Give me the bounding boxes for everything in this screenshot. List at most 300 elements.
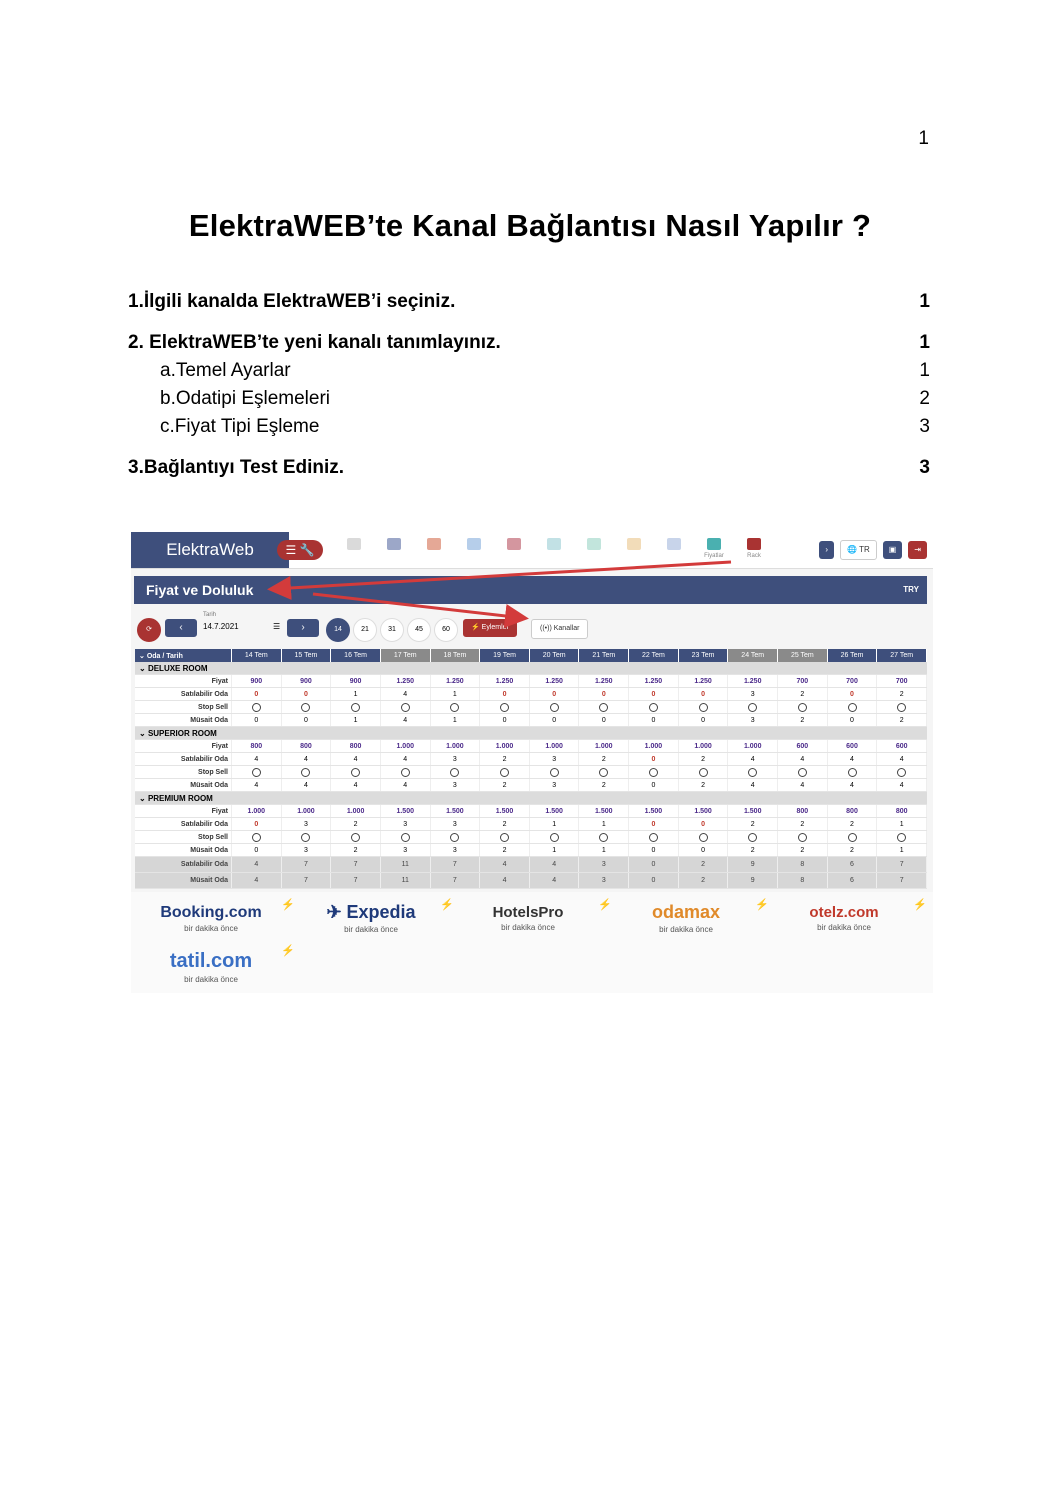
price-cell[interactable]: 1.000 [728,740,778,753]
sellable-cell[interactable]: 0 [281,688,331,701]
available-cell[interactable]: 0 [629,844,679,857]
date-column-header[interactable]: 17 Tem [380,649,430,662]
price-cell[interactable]: 800 [827,805,877,818]
total-cell: 0 [629,873,679,889]
prices-icon[interactable] [701,538,727,564]
stop-sell-radio[interactable] [450,768,459,777]
sellable-cell[interactable]: 0 [678,688,728,701]
stop-sell-cell[interactable] [529,701,579,714]
stop-sell-cell[interactable] [579,831,629,844]
channel-otelz[interactable] [784,904,904,932]
price-cell[interactable]: 1.000 [430,740,480,753]
stop-sell-radio[interactable] [848,833,857,842]
chevron-down-icon[interactable]: ⌄ [139,728,148,738]
channel-odamax[interactable] [626,902,746,934]
row-label: Satılabilir Oda [135,688,232,701]
toc-entry[interactable] [128,385,930,413]
sellable-cell[interactable]: 0 [678,818,728,831]
date-input[interactable]: 14.7.2021 [203,622,239,631]
available-cell[interactable]: 3 [728,714,778,727]
nav-module-icon[interactable] [621,538,647,564]
stop-sell-cell[interactable] [579,701,629,714]
available-cell[interactable]: 4 [232,779,282,792]
total-cell: 2 [678,873,728,889]
stop-sell-radio[interactable] [252,833,261,842]
stop-sell-radio[interactable] [798,703,807,712]
stop-sell-radio[interactable] [550,703,559,712]
stop-sell-radio[interactable] [649,768,658,777]
sellable-cell[interactable]: 1 [877,818,927,831]
stop-sell-radio[interactable] [500,768,509,777]
stop-sell-radio[interactable] [252,703,261,712]
available-cell[interactable]: 0 [232,714,282,727]
stop-sell-cell[interactable] [728,831,778,844]
available-cell[interactable]: 0 [827,714,877,727]
stop-sell-cell[interactable] [827,766,877,779]
available-cell[interactable]: 2 [778,714,828,727]
available-cell[interactable]: 3 [380,844,430,857]
stop-sell-radio[interactable] [550,768,559,777]
price-cell[interactable]: 800 [232,740,282,753]
stop-sell-radio[interactable] [848,703,857,712]
toc-entry[interactable] [128,357,930,385]
total-cell: 3 [579,857,629,873]
stop-sell-radio[interactable] [798,768,807,777]
stop-sell-cell[interactable] [480,766,530,779]
stop-sell-cell[interactable] [629,766,679,779]
sellable-cell[interactable]: 3 [430,818,480,831]
available-cell[interactable]: 4 [281,779,331,792]
available-cell[interactable]: 4 [877,779,927,792]
toc-entry-page: 2 [919,388,930,409]
screen-icon[interactable]: ▣ [883,541,903,559]
total-cell: 7 [877,873,927,889]
room-row[interactable] [135,662,927,675]
sellable-cell[interactable]: 4 [827,753,877,766]
available-cell[interactable]: 2 [728,844,778,857]
sellable-cell[interactable]: 0 [629,818,679,831]
stop-sell-cell[interactable] [728,766,778,779]
available-cell[interactable]: 1 [331,714,381,727]
stop-sell-radio[interactable] [748,833,757,842]
sellable-cell[interactable]: 4 [877,753,927,766]
price-cell[interactable]: 600 [827,740,877,753]
price-cell[interactable]: 1.250 [728,675,778,688]
toc-entry[interactable] [128,288,930,316]
channel-list [131,892,933,993]
price-cell[interactable]: 600 [778,740,828,753]
sellable-cell[interactable]: 0 [480,688,530,701]
stop-sell-radio[interactable] [301,768,310,777]
stop-sell-cell[interactable] [877,701,927,714]
data-row [135,818,927,831]
available-cell[interactable]: 1 [579,844,629,857]
stop-sell-cell[interactable] [430,831,480,844]
available-cell[interactable]: 2 [480,779,530,792]
days-option[interactable]: 60 [434,618,458,642]
nav-module-icon[interactable] [541,538,567,564]
available-cell[interactable]: 0 [232,844,282,857]
sellable-cell[interactable]: 3 [380,818,430,831]
stop-sell-cell[interactable] [778,766,828,779]
stop-sell-cell[interactable] [430,701,480,714]
date-column-header[interactable]: 15 Tem [281,649,331,662]
nav-module-icon[interactable] [661,538,687,564]
stop-sell-radio[interactable] [450,703,459,712]
sellable-cell[interactable]: 2 [579,753,629,766]
price-cell[interactable]: 1.250 [430,675,480,688]
price-cell[interactable]: 1.000 [678,740,728,753]
available-cell[interactable]: 4 [778,779,828,792]
stop-sell-cell[interactable] [529,831,579,844]
stop-sell-cell[interactable] [877,831,927,844]
date-column-header[interactable]: 14 Tem [232,649,282,662]
sellable-cell[interactable]: 0 [629,753,679,766]
stop-sell-cell[interactable] [281,831,331,844]
price-cell[interactable]: 1.000 [232,805,282,818]
nav-module-icon[interactable] [421,538,447,564]
toc-entry-label: 2. ElektraWEB’te yeni kanalı tanımlayınız. [128,332,501,353]
available-cell[interactable]: 1 [430,714,480,727]
available-cell[interactable]: 3 [281,844,331,857]
stop-sell-radio[interactable] [748,703,757,712]
channel-sync-time: bir dakika önce [344,925,398,934]
available-cell[interactable]: 4 [728,779,778,792]
price-cell[interactable]: 700 [877,675,927,688]
available-cell[interactable]: 4 [827,779,877,792]
stop-sell-radio[interactable] [500,703,509,712]
room-name-label: SUPERIOR ROOM [147,728,217,738]
days-option[interactable]: 45 [407,618,431,642]
toc-entry-page: 3 [919,416,930,437]
date-column-header[interactable]: 24 Tem [728,649,778,662]
stop-sell-cell[interactable] [579,766,629,779]
date-column-header[interactable]: 23 Tem [678,649,728,662]
available-cell[interactable]: 4 [380,714,430,727]
price-cell[interactable]: 1.500 [678,805,728,818]
stop-sell-radio[interactable] [599,703,608,712]
logout-icon[interactable]: ⇥ [908,541,927,559]
available-cell[interactable]: 1 [877,844,927,857]
stop-sell-cell[interactable] [281,766,331,779]
price-cell[interactable]: 1.000 [281,805,331,818]
stop-sell-radio[interactable] [798,833,807,842]
grid-header-label[interactable]: ⌄ Oda / Tarih [135,649,232,662]
sellable-cell[interactable]: 0 [579,688,629,701]
price-cell[interactable]: 1.000 [380,740,430,753]
stop-sell-radio[interactable] [351,833,360,842]
available-cell[interactable]: 2 [579,779,629,792]
stop-sell-radio[interactable] [897,703,906,712]
available-cell[interactable]: 0 [529,714,579,727]
nav-module-icon[interactable] [501,538,527,564]
toc-entry-label: 1.İlgili kanalda ElektraWEB’i seçiniz. [128,291,456,312]
stop-sell-radio[interactable] [649,833,658,842]
date-column-header[interactable]: 22 Tem [629,649,679,662]
sellable-cell[interactable]: 2 [480,753,530,766]
available-cell[interactable]: 2 [678,779,728,792]
stop-sell-cell[interactable] [480,701,530,714]
stop-sell-radio[interactable] [699,703,708,712]
stop-sell-radio[interactable] [301,703,310,712]
date-column-header[interactable]: 16 Tem [331,649,381,662]
total-cell: 4 [232,873,282,889]
price-cell[interactable]: 1.250 [380,675,430,688]
stop-sell-cell[interactable] [877,766,927,779]
available-cell[interactable]: 2 [331,844,381,857]
price-cell[interactable]: 1.500 [728,805,778,818]
sellable-cell[interactable]: 1 [529,818,579,831]
stop-sell-radio[interactable] [699,833,708,842]
stop-sell-cell[interactable] [529,766,579,779]
topbar-actions [819,540,927,560]
stop-sell-radio[interactable] [897,768,906,777]
stop-sell-cell[interactable] [380,766,430,779]
stop-sell-radio[interactable] [599,768,608,777]
channel-sync-time: bir dakika önce [817,923,871,932]
stop-sell-cell[interactable] [430,766,480,779]
sellable-cell[interactable]: 4 [281,753,331,766]
stop-sell-cell[interactable] [678,831,728,844]
prev-button[interactable]: ‹ [165,619,197,637]
available-cell[interactable]: 0 [629,714,679,727]
date-column-header[interactable]: 27 Tem [877,649,927,662]
chevron-down-icon[interactable]: ⌄ [139,793,148,803]
sellable-cell[interactable]: 2 [877,688,927,701]
nav-module-icon[interactable] [581,538,607,564]
chevron-right-icon[interactable]: › [819,541,834,559]
available-cell[interactable]: 0 [678,844,728,857]
price-cell[interactable]: 1.500 [480,805,530,818]
date-column-header[interactable]: 26 Tem [827,649,877,662]
stop-sell-radio[interactable] [401,833,410,842]
available-cell[interactable]: 3 [430,779,480,792]
room-row[interactable] [135,727,927,740]
nav-module-icon[interactable] [461,538,487,564]
rack-icon[interactable] [741,538,767,564]
available-cell[interactable]: 4 [380,779,430,792]
stop-sell-cell[interactable] [827,701,877,714]
sellable-cell[interactable]: 4 [380,688,430,701]
price-cell[interactable]: 1.250 [529,675,579,688]
stop-sell-cell[interactable] [380,831,430,844]
sellable-cell[interactable]: 2 [778,688,828,701]
available-cell[interactable]: 0 [629,779,679,792]
stop-sell-radio[interactable] [599,833,608,842]
date-column-header[interactable]: 18 Tem [430,649,480,662]
available-cell[interactable]: 4 [331,779,381,792]
stop-sell-cell[interactable] [778,831,828,844]
price-cell[interactable]: 1.500 [380,805,430,818]
available-cell[interactable]: 0 [281,714,331,727]
stop-sell-cell[interactable] [331,766,381,779]
date-column-header[interactable]: 19 Tem [480,649,530,662]
hotelspro-logo: HotelsPro [492,904,564,921]
date-column-header[interactable]: 21 Tem [579,649,629,662]
stop-sell-cell[interactable] [778,701,828,714]
total-cell: 9 [728,857,778,873]
sellable-cell[interactable]: 2 [778,818,828,831]
refresh-icon[interactable]: ⟳ [137,618,161,642]
stop-sell-radio[interactable] [550,833,559,842]
data-row [135,766,927,779]
price-cell[interactable]: 700 [778,675,828,688]
channel-booking[interactable] [151,904,271,933]
toc-entry[interactable] [128,413,930,441]
channel-tatil[interactable] [151,950,271,984]
expedia-logo: ✈ Expedia [326,902,416,922]
available-cell[interactable]: 1 [529,844,579,857]
stop-sell-radio[interactable] [699,768,708,777]
page-header-title: Fiyat ve Doluluk [146,582,254,598]
sellable-cell[interactable]: 1 [430,688,480,701]
sellable-cell[interactable]: 4 [728,753,778,766]
price-cell[interactable]: 1.500 [579,805,629,818]
available-cell[interactable]: 2 [480,844,530,857]
stop-sell-cell[interactable] [232,701,282,714]
price-cell[interactable]: 900 [331,675,381,688]
price-cell[interactable]: 1.500 [529,805,579,818]
stop-sell-radio[interactable] [748,768,757,777]
sellable-cell[interactable]: 3 [430,753,480,766]
stop-sell-cell[interactable] [281,701,331,714]
price-cell[interactable]: 1.000 [529,740,579,753]
next-button[interactable]: › [287,619,319,637]
stop-sell-cell[interactable] [728,701,778,714]
nav-module-icon[interactable] [381,538,407,564]
stop-sell-cell[interactable] [678,766,728,779]
sellable-cell[interactable]: 2 [827,818,877,831]
chevron-down-icon[interactable]: ⌄ [139,663,148,673]
stop-sell-radio[interactable] [252,768,261,777]
price-cell[interactable]: 1.000 [629,740,679,753]
stop-sell-radio[interactable] [848,768,857,777]
calendar-icon[interactable]: ☰ [273,622,281,631]
stop-sell-radio[interactable] [401,768,410,777]
actions-button[interactable]: ⚡ Eylemler [463,619,517,637]
stop-sell-radio[interactable] [351,703,360,712]
stop-sell-cell[interactable] [232,766,282,779]
stop-sell-cell[interactable] [827,831,877,844]
available-cell[interactable]: 2 [778,844,828,857]
stop-sell-cell[interactable] [629,831,679,844]
date-column-header[interactable]: 25 Tem [778,649,828,662]
sellable-cell[interactable]: 0 [232,688,282,701]
price-cell[interactable]: 1.250 [579,675,629,688]
price-cell[interactable]: 800 [877,805,927,818]
price-cell[interactable]: 600 [877,740,927,753]
stop-sell-radio[interactable] [301,833,310,842]
sellable-cell[interactable]: 1 [331,688,381,701]
stop-sell-radio[interactable] [450,833,459,842]
stop-sell-cell[interactable] [331,701,381,714]
stop-sell-radio[interactable] [351,768,360,777]
channel-expedia[interactable] [311,902,431,934]
total-cell: 7 [281,873,331,889]
stop-sell-cell[interactable] [232,831,282,844]
available-cell[interactable]: 3 [430,844,480,857]
days-option[interactable]: 21 [353,618,377,642]
price-cell[interactable]: 1.250 [480,675,530,688]
available-cell[interactable]: 0 [579,714,629,727]
sellable-cell[interactable]: 2 [480,818,530,831]
price-cell[interactable]: 1.500 [629,805,679,818]
sellable-cell[interactable]: 3 [728,688,778,701]
sellable-cell[interactable]: 3 [529,753,579,766]
menu-button[interactable]: ☰ 🔧 [277,540,323,560]
stop-sell-radio[interactable] [897,833,906,842]
sellable-cell[interactable]: 3 [281,818,331,831]
sellable-cell[interactable]: 2 [728,818,778,831]
total-cell: 7 [877,857,927,873]
stop-sell-cell[interactable] [678,701,728,714]
stop-sell-radio[interactable] [401,703,410,712]
nav-back-icon[interactable] [341,538,367,564]
sellable-cell[interactable]: 0 [827,688,877,701]
available-cell[interactable]: 0 [480,714,530,727]
channels-button[interactable]: ((•)) Kanallar [531,619,588,639]
app-topbar [131,532,933,569]
available-cell[interactable]: 3 [529,779,579,792]
price-cell[interactable]: 700 [827,675,877,688]
stop-sell-cell[interactable] [480,831,530,844]
days-option[interactable]: 14 [326,618,350,642]
price-cell[interactable]: 1.000 [480,740,530,753]
available-cell[interactable]: 2 [877,714,927,727]
toc-entry[interactable] [128,329,930,357]
price-cell[interactable]: 1.500 [430,805,480,818]
sellable-cell[interactable]: 0 [629,688,679,701]
language-selector[interactable]: 🌐 TR [840,540,877,560]
price-cell[interactable]: 1.000 [331,805,381,818]
total-cell: 6 [827,873,877,889]
stop-sell-cell[interactable] [331,831,381,844]
data-row [135,701,927,714]
days-option[interactable]: 31 [380,618,404,642]
price-cell[interactable]: 900 [232,675,282,688]
price-cell[interactable]: 800 [281,740,331,753]
toc-entry[interactable] [128,454,930,482]
price-cell[interactable]: 1.000 [579,740,629,753]
price-cell[interactable]: 1.250 [629,675,679,688]
sellable-cell[interactable]: 1 [579,818,629,831]
sellable-cell[interactable]: 4 [232,753,282,766]
price-cell[interactable]: 900 [281,675,331,688]
sellable-cell[interactable]: 0 [232,818,282,831]
bolt-icon: ⚡ [281,899,295,911]
stop-sell-cell[interactable] [629,701,679,714]
available-cell[interactable]: 2 [827,844,877,857]
sellable-cell[interactable]: 2 [678,753,728,766]
sellable-cell[interactable]: 4 [331,753,381,766]
stop-sell-radio[interactable] [649,703,658,712]
room-row[interactable] [135,792,927,805]
price-cell[interactable]: 1.250 [678,675,728,688]
stop-sell-cell[interactable] [380,701,430,714]
sellable-cell[interactable]: 0 [529,688,579,701]
price-cell[interactable]: 800 [778,805,828,818]
price-cell[interactable]: 800 [331,740,381,753]
page-number: 1 [918,128,929,149]
date-column-header[interactable]: 20 Tem [529,649,579,662]
toc-entry-label: a.Temel Ayarlar [160,360,291,381]
sellable-cell[interactable]: 4 [778,753,828,766]
channel-hotelspro[interactable] [468,904,588,932]
sellable-cell[interactable]: 2 [331,818,381,831]
stop-sell-radio[interactable] [500,833,509,842]
sellable-cell[interactable]: 4 [380,753,430,766]
available-cell[interactable]: 0 [678,714,728,727]
